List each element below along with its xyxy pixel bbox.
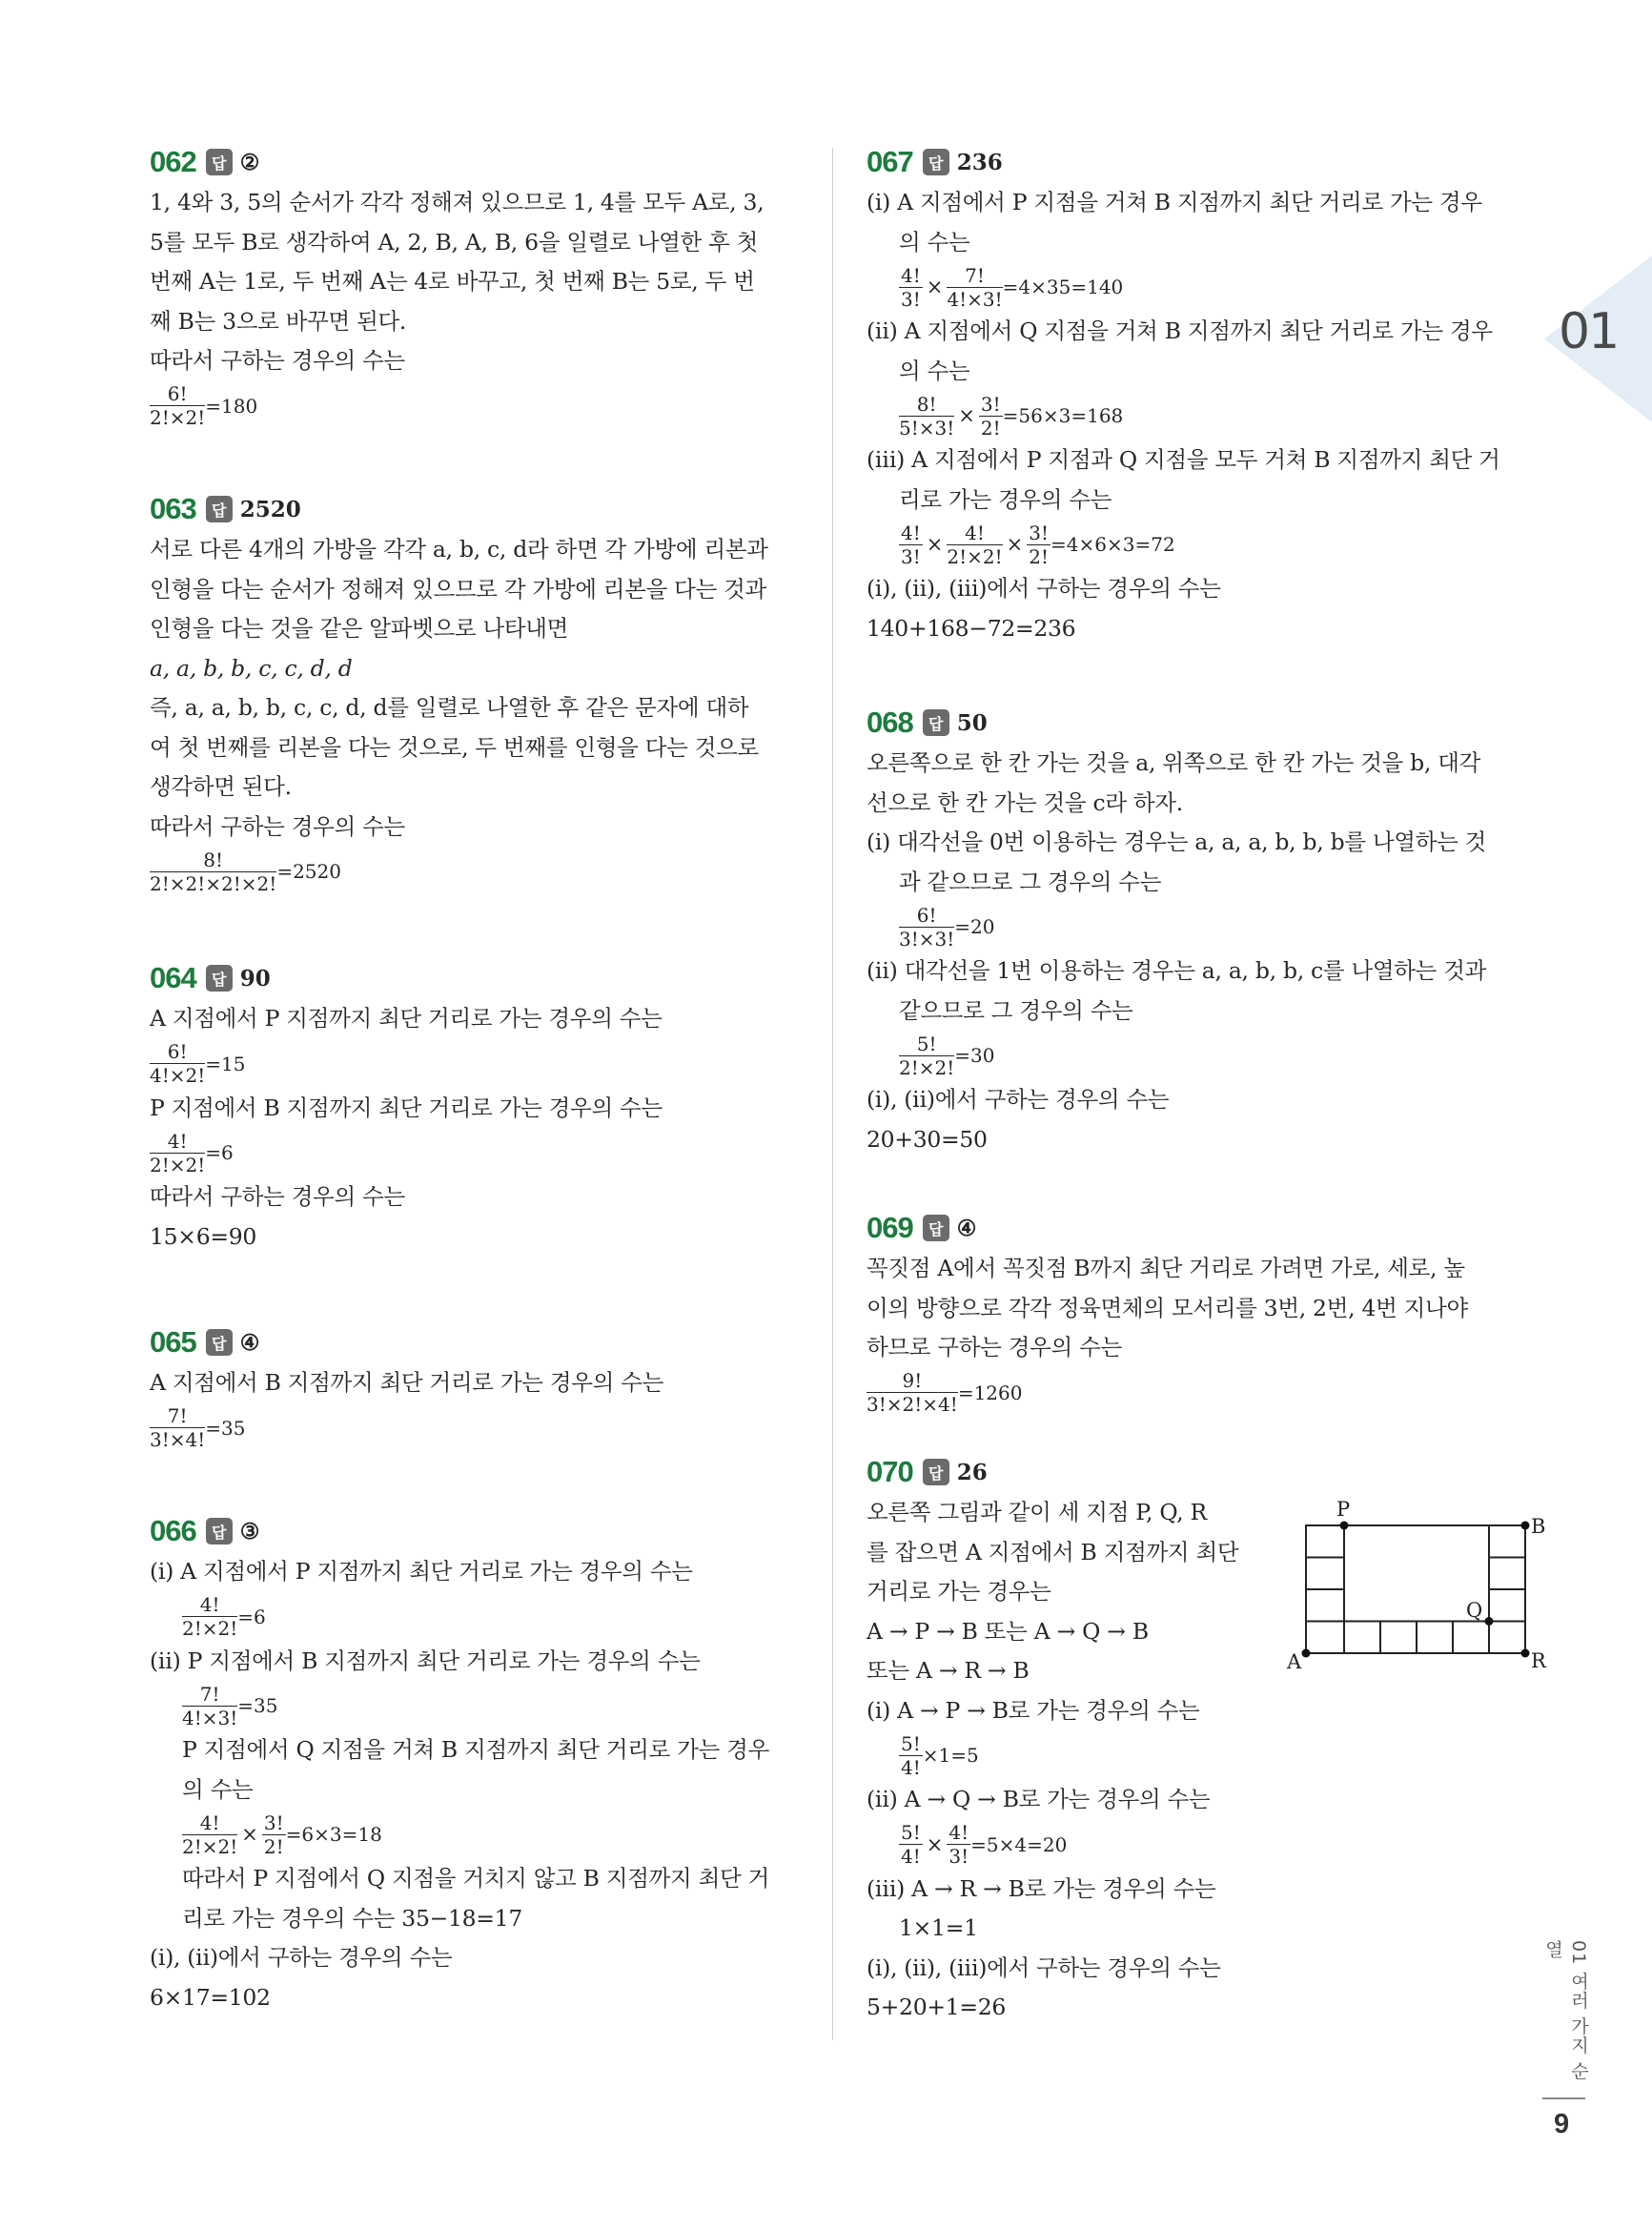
solution-line: 1, 4와 3, 5의 순서가 각각 정해져 있으므로 1, 4를 모두 A로, 3, (150, 189, 765, 215)
solution-line: A 지점에서 P 지점까지 최단 거리로 가는 경우의 수는 (150, 1005, 663, 1032)
solution-line: (ⅰ) A → P → B로 가는 경우의 수는 (867, 1696, 1200, 1724)
solution-line: 리로 가는 경우의 수는 35−18=17 (182, 1904, 522, 1932)
problem-066 (150, 1510, 807, 2017)
solution-line: 같으므로 그 경우의 수는 (899, 996, 1133, 1024)
point-B (1521, 1522, 1530, 1530)
answer-value: ③ (239, 1518, 260, 1545)
solution-line: 서로 다른 4개의 가방을 각각 a, b, c, d라 하면 각 가방에 리본과 (150, 536, 768, 563)
formula: $\frac{4!}{2!\times 2!}$ × $\frac{3!}{2!}$ =6×3=18 (182, 1811, 382, 1858)
problem-065 (150, 1321, 807, 1453)
solution-line: P 지점에서 B 지점까지 최단 거리로 가는 경우의 수는 (150, 1094, 663, 1121)
solution-line: 6×17=102 (150, 1983, 271, 2011)
label-B: B (1531, 1515, 1546, 1538)
answer-tag: 답 (923, 1459, 949, 1485)
formula: $\frac{4!}{2!\times 2!}$ =6 (182, 1593, 266, 1640)
solution-line: a, a, b, b, c, c, d, d (150, 654, 353, 682)
solution-line: A → P → B 또는 A → Q → B (867, 1617, 1149, 1645)
solution-line: (ⅰ), (ⅱ)에서 구하는 경우의 수는 (150, 1944, 453, 1971)
answer-tag: 답 (206, 496, 233, 522)
solution-line: (ⅰ) 대각선을 0번 이용하는 경우는 a, a, a, b, b, b를 나열하는 것 (867, 829, 1487, 855)
solution-line: 리로 가는 경우의 수는 (899, 485, 1112, 513)
answer-tag: 답 (923, 1215, 949, 1241)
solution-line: 5+20+1=26 (867, 1994, 1007, 2020)
answer-value: 90 (239, 965, 271, 992)
solution-line: 인형을 다는 순서가 정해져 있으므로 각 가방에 리본을 다는 것과 (150, 575, 766, 603)
formula: $\frac{5!}{4!}$ ×1=5 (901, 1731, 979, 1779)
solution-line: 즉, a, a, b, b, c, c, d, d를 일렬로 나열한 후 같은 문자에 대하 (150, 694, 749, 721)
solution-line: 또는 A → R → B (867, 1657, 1030, 1684)
solution-line: 의 수는 (182, 1775, 254, 1803)
point-Q (1485, 1617, 1494, 1626)
answer-value: 50 (956, 709, 988, 736)
problem-number: 065 (150, 1325, 196, 1359)
label-Q: Q (1466, 1599, 1483, 1622)
solution-line: (ⅱ) P 지점에서 B 지점까지 최단 거리로 가는 경우의 수는 (150, 1647, 701, 1674)
label-P: P (1336, 1498, 1351, 1521)
point-A (1302, 1649, 1311, 1658)
solution-line: 의 수는 (899, 228, 970, 256)
formula: $\frac{4!}{3!}$ × $\frac{4!}{2!\times 2!}$ × $\frac{3!}{2!}$ =4×6×3=72 (901, 521, 1175, 568)
solution-line: P 지점에서 Q 지점을 거쳐 B 지점까지 최단 거리로 가는 경우 (182, 1736, 769, 1763)
answer-tag: 답 (923, 149, 949, 175)
solution-line: 인형을 다는 것을 같은 알파벳으로 나타내면 (150, 615, 569, 642)
label-A: A (1287, 1650, 1302, 1673)
answer-value: 2520 (239, 496, 301, 522)
solution-line: 째 B는 3으로 바꾸면 된다. (150, 307, 407, 335)
solution-line: 여 첫 번째를 리본을 다는 것으로, 두 번째를 인형을 다는 것으로 (150, 733, 759, 761)
problem-number: 066 (150, 1514, 196, 1547)
point-R (1521, 1649, 1530, 1658)
formula: $\frac{7!}{4!\times 3!}$ =35 (182, 1682, 278, 1729)
formula: $\frac{8!}{5!\times 3!}$ × $\frac{3!}{2!}$ =56×3=168 (899, 392, 1124, 440)
solution-line: (ⅲ) A 지점에서 P 지점과 Q 지점을 모두 거쳐 B 지점까지 최단 거 (867, 446, 1500, 473)
problem-number: 070 (867, 1455, 913, 1488)
label-R: R (1531, 1649, 1546, 1672)
answer-value: ④ (956, 1215, 977, 1241)
solution-line: 이의 방향으로 각각 정육면체의 모서리를 3번, 2번, 4번 지나야 (867, 1294, 1468, 1321)
solution-line: 140+168−72=236 (867, 614, 1076, 642)
formula: $\frac{5!}{2!\times 2!}$ =30 (899, 1032, 995, 1079)
solution-line: (ⅱ) 대각선을 1번 이용하는 경우는 a, a, b, b, c를 나열하는 것과 (867, 957, 1487, 984)
solution-line: (ⅱ) A 지점에서 Q 지점을 거쳐 B 지점까지 최단 거리로 가는 경우 (867, 317, 1493, 344)
formula: $\frac{5!}{4!}$ × $\frac{4!}{3!}$ =5×4=20 (901, 1821, 1068, 1868)
point-P (1340, 1522, 1349, 1530)
solution-line: (ⅰ) A 지점에서 P 지점까지 최단 거리로 가는 경우의 수는 (150, 1558, 693, 1585)
answer-tag: 답 (206, 1329, 233, 1356)
solution-line: 20+30=50 (867, 1125, 988, 1153)
solution-line: 번째 A는 1로, 두 번째 A는 4로 바꾸고, 첫 번째 B는 5로, 두 번 (150, 268, 755, 295)
solution-line: 5를 모두 B로 생각하여 A, 2, B, A, B, 6을 일렬로 나열한 후 첫 (150, 228, 759, 256)
solution-line: 를 잡으면 A 지점에서 B 지점까지 최단 (867, 1538, 1239, 1565)
problem-063 (150, 488, 807, 896)
answer-value: ② (239, 149, 260, 175)
chapter-tab-number: 01 (1559, 303, 1619, 360)
problem-number: 067 (867, 145, 913, 178)
page-number: 9 (1554, 2109, 1570, 2139)
answer-tag: 답 (206, 965, 233, 992)
solution-line: 생각하면 된다. (150, 773, 292, 800)
column-divider (832, 148, 833, 2040)
running-title: 01 여러 가지 순열 (1542, 1940, 1589, 2081)
solution-line: 1×1=1 (899, 1914, 978, 1941)
solution-line: (ⅰ), (ⅱ)에서 구하는 경우의 수는 (867, 1086, 1170, 1113)
solution-line: 선으로 한 칸 가는 것을 c라 하자. (867, 788, 1183, 816)
problem-number: 064 (150, 961, 196, 994)
solution-line: 하므로 구하는 경우의 수는 (867, 1334, 1122, 1361)
solution-line: (ⅰ) A 지점에서 P 지점을 거쳐 B 지점까지 최단 거리로 가는 경우 (867, 189, 1482, 215)
problem-067 (867, 141, 1524, 648)
problem-068 (867, 702, 1524, 1159)
formula: $\frac{8!}{2!\times 2!\times 2!\times 2!}$ =2520 (150, 848, 341, 895)
problem-number: 062 (150, 145, 196, 178)
footer-divider (1542, 2097, 1585, 2099)
problem-number: 069 (867, 1211, 913, 1244)
formula: $\frac{6!}{3!\times 3!}$ =20 (899, 903, 995, 951)
answer-value: ④ (239, 1329, 260, 1356)
formula: $\frac{4!}{3!}$ × $\frac{7!}{4!\times 3!}$ =4×35=140 (901, 263, 1124, 311)
solution-line: 과 같으므로 그 경우의 수는 (899, 868, 1162, 895)
formula: $\frac{9!}{3!\times 2!\times 4!}$ =1260 (867, 1369, 1023, 1416)
answer-value: 236 (956, 149, 1003, 175)
problem-062 (150, 141, 807, 431)
solution-line: (ⅰ), (ⅱ), (ⅲ)에서 구하는 경우의 수는 (867, 1954, 1221, 1981)
solution-line: 따라서 구하는 경우의 수는 (150, 1183, 405, 1210)
solution-line: 15×6=90 (150, 1222, 257, 1250)
formula: $\frac{7!}{3!\times 4!}$ =35 (150, 1404, 246, 1451)
problem-064 (150, 957, 807, 1257)
answer-value: 26 (956, 1459, 988, 1485)
answer-tag: 답 (206, 149, 233, 175)
solution-line: 오른쪽으로 한 칸 가는 것을 a, 위쪽으로 한 칸 가는 것을 b, 대각 (867, 749, 1481, 776)
solution-line: 따라서 P 지점에서 Q 지점을 거치지 않고 B 지점까지 최단 거 (182, 1865, 769, 1892)
answer-tag: 답 (923, 709, 949, 736)
solution-line: 오른쪽 그림과 같이 세 지점 P, Q, R (867, 1499, 1207, 1525)
problem-number: 063 (150, 492, 196, 525)
grid-path-figure (1277, 1487, 1546, 1678)
solution-line: A 지점에서 B 지점까지 최단 거리로 가는 경우의 수는 (150, 1369, 664, 1396)
solution-line: (ⅲ) A → R → B로 가는 경우의 수는 (867, 1874, 1216, 1902)
solution-line: (ⅱ) A → Q → B로 가는 경우의 수는 (867, 1786, 1211, 1812)
formula: $\frac{4!}{2!\times 2!}$ =6 (150, 1129, 234, 1176)
solution-line: 거리로 가는 경우는 (867, 1578, 1051, 1605)
answer-tag: 답 (206, 1518, 233, 1545)
solution-line: 따라서 구하는 경우의 수는 (150, 812, 405, 840)
formula: $\frac{6!}{2!\times 2!}$ =180 (150, 382, 258, 429)
formula: $\frac{6!}{4!\times 2!}$ =15 (150, 1040, 246, 1087)
problem-number: 068 (867, 706, 913, 739)
problem-069 (867, 1207, 1524, 1418)
solution-line: 꼭짓점 A에서 꼭짓점 B까지 최단 거리로 가려면 가로, 세로, 높 (867, 1255, 1465, 1281)
solution-line: (ⅰ), (ⅱ), (ⅲ)에서 구하는 경우의 수는 (867, 575, 1221, 602)
solution-line: 따라서 구하는 경우의 수는 (150, 347, 405, 374)
solution-line: 의 수는 (899, 357, 970, 384)
